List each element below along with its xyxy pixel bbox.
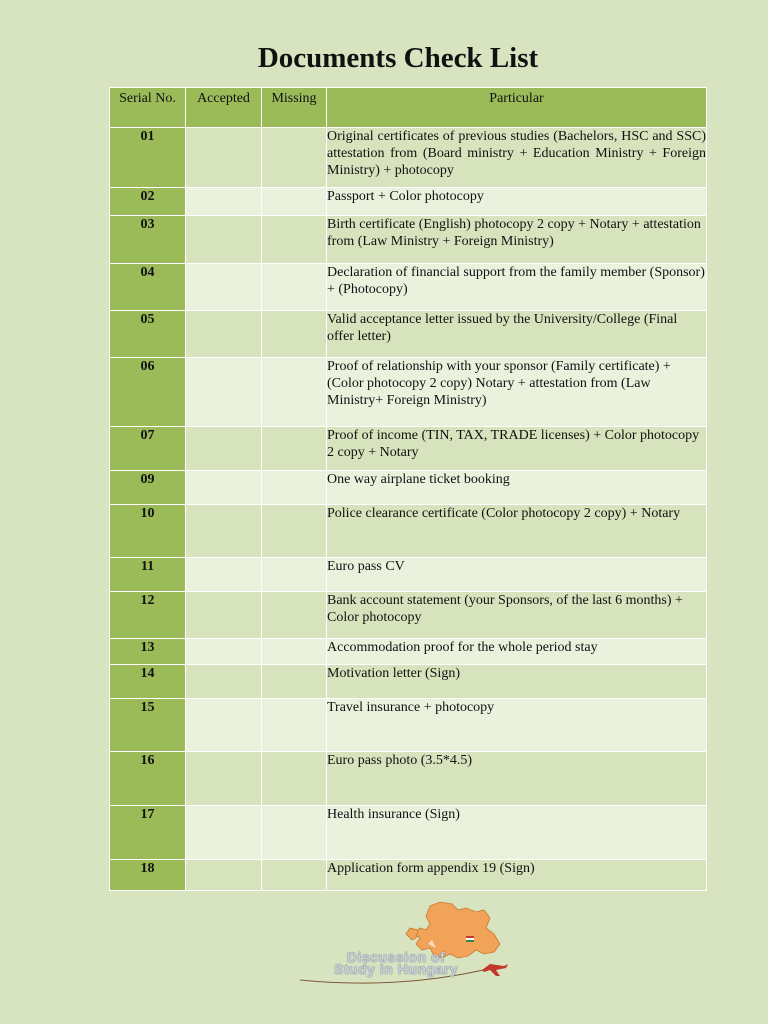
table-row (110, 860, 707, 891)
row-serial: 09 (110, 471, 186, 505)
row-serial: 11 (110, 558, 186, 592)
row-particular: Birth certificate (English) photocopy 2 copy + Notary + attestation from (Law Ministry + Foreign Ministry) (327, 216, 707, 264)
row-serial: 17 (110, 806, 186, 860)
logo (280, 898, 512, 988)
row-particular: Original certificates of previous studies (Bachelors, HSC and SSC) attestation from (Board ministry + Education Ministry + Foreign Ministry) + photocopy (327, 128, 707, 188)
header-missing: Missing (262, 88, 327, 128)
header-accepted: Accepted (186, 88, 262, 128)
accepted-cell[interactable] (186, 216, 262, 264)
missing-cell[interactable] (262, 216, 327, 264)
accepted-cell[interactable] (186, 665, 262, 699)
row-serial: 04 (110, 264, 186, 311)
accepted-cell[interactable] (186, 358, 262, 427)
missing-cell[interactable] (262, 860, 327, 891)
row-particular: One way airplane ticket booking (327, 471, 707, 505)
row-serial: 10 (110, 505, 186, 558)
row-particular: Valid acceptance letter issued by the University/College (Final offer letter) (327, 311, 707, 358)
missing-cell[interactable] (262, 592, 327, 639)
row-particular: Application form appendix 19 (Sign) (327, 860, 707, 891)
table-row (110, 558, 707, 592)
row-serial: 06 (110, 358, 186, 427)
table-row (110, 699, 707, 752)
missing-cell[interactable] (262, 471, 327, 505)
accepted-cell[interactable] (186, 427, 262, 471)
missing-cell[interactable] (262, 427, 327, 471)
missing-cell[interactable] (262, 188, 327, 216)
row-serial: 03 (110, 216, 186, 264)
row-serial: 01 (110, 128, 186, 188)
accepted-cell[interactable] (186, 699, 262, 752)
accepted-cell[interactable] (186, 188, 262, 216)
missing-cell[interactable] (262, 128, 327, 188)
missing-cell[interactable] (262, 358, 327, 427)
accepted-cell[interactable] (186, 806, 262, 860)
logo-text-line1: Discussion of (346, 949, 446, 965)
table-row (110, 806, 707, 860)
accepted-cell[interactable] (186, 471, 262, 505)
row-particular: Euro pass photo (3.5*4.5) (327, 752, 707, 806)
table-row (110, 665, 707, 699)
accepted-cell[interactable] (186, 505, 262, 558)
missing-cell[interactable] (262, 505, 327, 558)
row-serial: 15 (110, 699, 186, 752)
row-particular: Passport + Color photocopy (327, 188, 707, 216)
row-particular: Declaration of financial support from the family member (Sponsor) + (Photocopy) (327, 264, 707, 311)
missing-cell[interactable] (262, 558, 327, 592)
table-row (110, 471, 707, 505)
missing-cell[interactable] (262, 264, 327, 311)
table-row (110, 311, 707, 358)
row-serial: 18 (110, 860, 186, 891)
row-serial: 02 (110, 188, 186, 216)
row-particular: Proof of income (TIN, TAX, TRADE licenses) + Color photocopy 2 copy + Notary (327, 427, 707, 471)
table-row (110, 264, 707, 311)
accepted-cell[interactable] (186, 311, 262, 358)
row-particular: Proof of relationship with your sponsor (Family certificate) + (Color photocopy 2 copy) Notary + attestation from (Law Ministry+ Foreign Ministry) (327, 358, 707, 427)
table-row (110, 752, 707, 806)
page-title: Documents Check List (257, 42, 539, 74)
header-particular: Particular (327, 88, 707, 128)
row-particular: Euro pass CV (327, 558, 707, 592)
documents-table (109, 87, 707, 891)
row-particular: Travel insurance + photocopy (327, 699, 707, 752)
missing-cell[interactable] (262, 311, 327, 358)
table-row (110, 358, 707, 427)
row-particular: Motivation letter (Sign) (327, 665, 707, 699)
accepted-cell[interactable] (186, 592, 262, 639)
row-particular: Accommodation proof for the whole period stay (327, 639, 707, 665)
table-row (110, 592, 707, 639)
accepted-cell[interactable] (186, 264, 262, 311)
table-row (110, 188, 707, 216)
accepted-cell[interactable] (186, 558, 262, 592)
row-serial: 16 (110, 752, 186, 806)
missing-cell[interactable] (262, 806, 327, 860)
row-particular: Bank account statement (your Sponsors, of the last 6 months) + Color photocopy (327, 592, 707, 639)
accepted-cell[interactable] (186, 128, 262, 188)
logo-text-line2: Study in Hungary (334, 961, 458, 977)
missing-cell[interactable] (262, 639, 327, 665)
row-serial: 05 (110, 311, 186, 358)
header-serial: Serial No. (110, 88, 186, 128)
row-serial: 07 (110, 427, 186, 471)
table-row (110, 128, 707, 188)
table-header-row (110, 88, 707, 128)
missing-cell[interactable] (262, 665, 327, 699)
row-serial: 13 (110, 639, 186, 665)
table-row (110, 505, 707, 558)
accepted-cell[interactable] (186, 752, 262, 806)
row-particular: Police clearance certificate (Color photocopy 2 copy) + Notary (327, 505, 707, 558)
row-serial: 12 (110, 592, 186, 639)
row-particular: Health insurance (Sign) (327, 806, 707, 860)
table-row (110, 427, 707, 471)
accepted-cell[interactable] (186, 860, 262, 891)
table-row (110, 639, 707, 665)
missing-cell[interactable] (262, 752, 327, 806)
table-row (110, 216, 707, 264)
row-serial: 14 (110, 665, 186, 699)
missing-cell[interactable] (262, 699, 327, 752)
accepted-cell[interactable] (186, 639, 262, 665)
